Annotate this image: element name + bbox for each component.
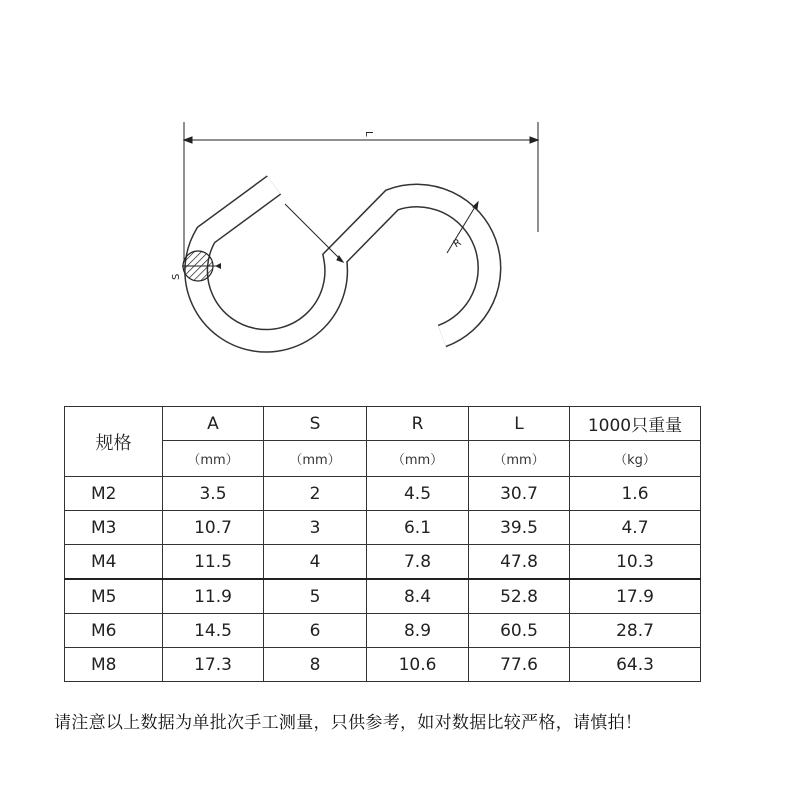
value-cell: 39.5 (469, 511, 570, 545)
table-row (65, 545, 701, 580)
value-cell: 6.1 (367, 511, 469, 545)
value-cell: 11.5 (163, 545, 264, 580)
unit-r: （mm） (367, 441, 469, 477)
value-cell: 11.9 (163, 579, 264, 614)
spec-cell: M5 (65, 579, 163, 614)
value-cell: 6 (264, 614, 367, 648)
unit-weight: （kg） (570, 441, 701, 477)
value-cell: 17.3 (163, 648, 264, 682)
unit-a: （mm） (163, 441, 264, 477)
value-cell: 2 (264, 477, 367, 511)
value-cell: 1.6 (570, 477, 701, 511)
value-cell: 4.5 (367, 477, 469, 511)
wire-section (182, 251, 221, 281)
value-cell: 47.8 (469, 545, 570, 580)
table-row (65, 511, 701, 545)
value-cell: 7.8 (367, 545, 469, 580)
spec-cell: M4 (65, 545, 163, 580)
value-cell: 17.9 (570, 579, 701, 614)
dimension-a (285, 204, 343, 262)
spec-cell: M3 (65, 511, 163, 545)
spec-table (64, 406, 701, 682)
unit-s: （mm） (264, 441, 367, 477)
value-cell: 52.8 (469, 579, 570, 614)
s-hook-shape (196, 185, 489, 341)
table-row (65, 579, 701, 614)
value-cell: 10.6 (367, 648, 469, 682)
table-row (65, 648, 701, 682)
value-cell: 8.4 (367, 579, 469, 614)
spec-cell: M2 (65, 477, 163, 511)
value-cell: 4.7 (570, 511, 701, 545)
table-row (65, 477, 701, 511)
dimension-r-label: R (451, 237, 464, 251)
dimension-s-label: S (171, 273, 182, 280)
col-header-weight: 1000只重量 (570, 407, 701, 441)
table-row (65, 614, 701, 648)
value-cell: 4 (264, 545, 367, 580)
col-header-a: A (163, 407, 264, 441)
value-cell: 64.3 (570, 648, 701, 682)
dimension-l-label: L (363, 131, 374, 137)
value-cell: 10.3 (570, 545, 701, 580)
header-row (65, 407, 701, 441)
col-header-r: R (367, 407, 469, 441)
value-cell: 60.5 (469, 614, 570, 648)
col-header-l: L (469, 407, 570, 441)
spec-header: 规格 (65, 407, 163, 477)
unit-l: （mm） (469, 441, 570, 477)
value-cell: 3 (264, 511, 367, 545)
value-cell: 8.9 (367, 614, 469, 648)
value-cell: 5 (264, 579, 367, 614)
value-cell: 30.7 (469, 477, 570, 511)
disclaimer-note: 请注意以上数据为单批次手工测量，只供参考，如对数据比较严格，请慎拍！ (54, 713, 643, 733)
value-cell: 8 (264, 648, 367, 682)
value-cell: 14.5 (163, 614, 264, 648)
value-cell: 10.7 (163, 511, 264, 545)
spec-cell: M8 (65, 648, 163, 682)
value-cell: 28.7 (570, 614, 701, 648)
col-header-s: S (264, 407, 367, 441)
value-cell: 3.5 (163, 477, 264, 511)
value-cell: 77.6 (469, 648, 570, 682)
spec-cell: M6 (65, 614, 163, 648)
